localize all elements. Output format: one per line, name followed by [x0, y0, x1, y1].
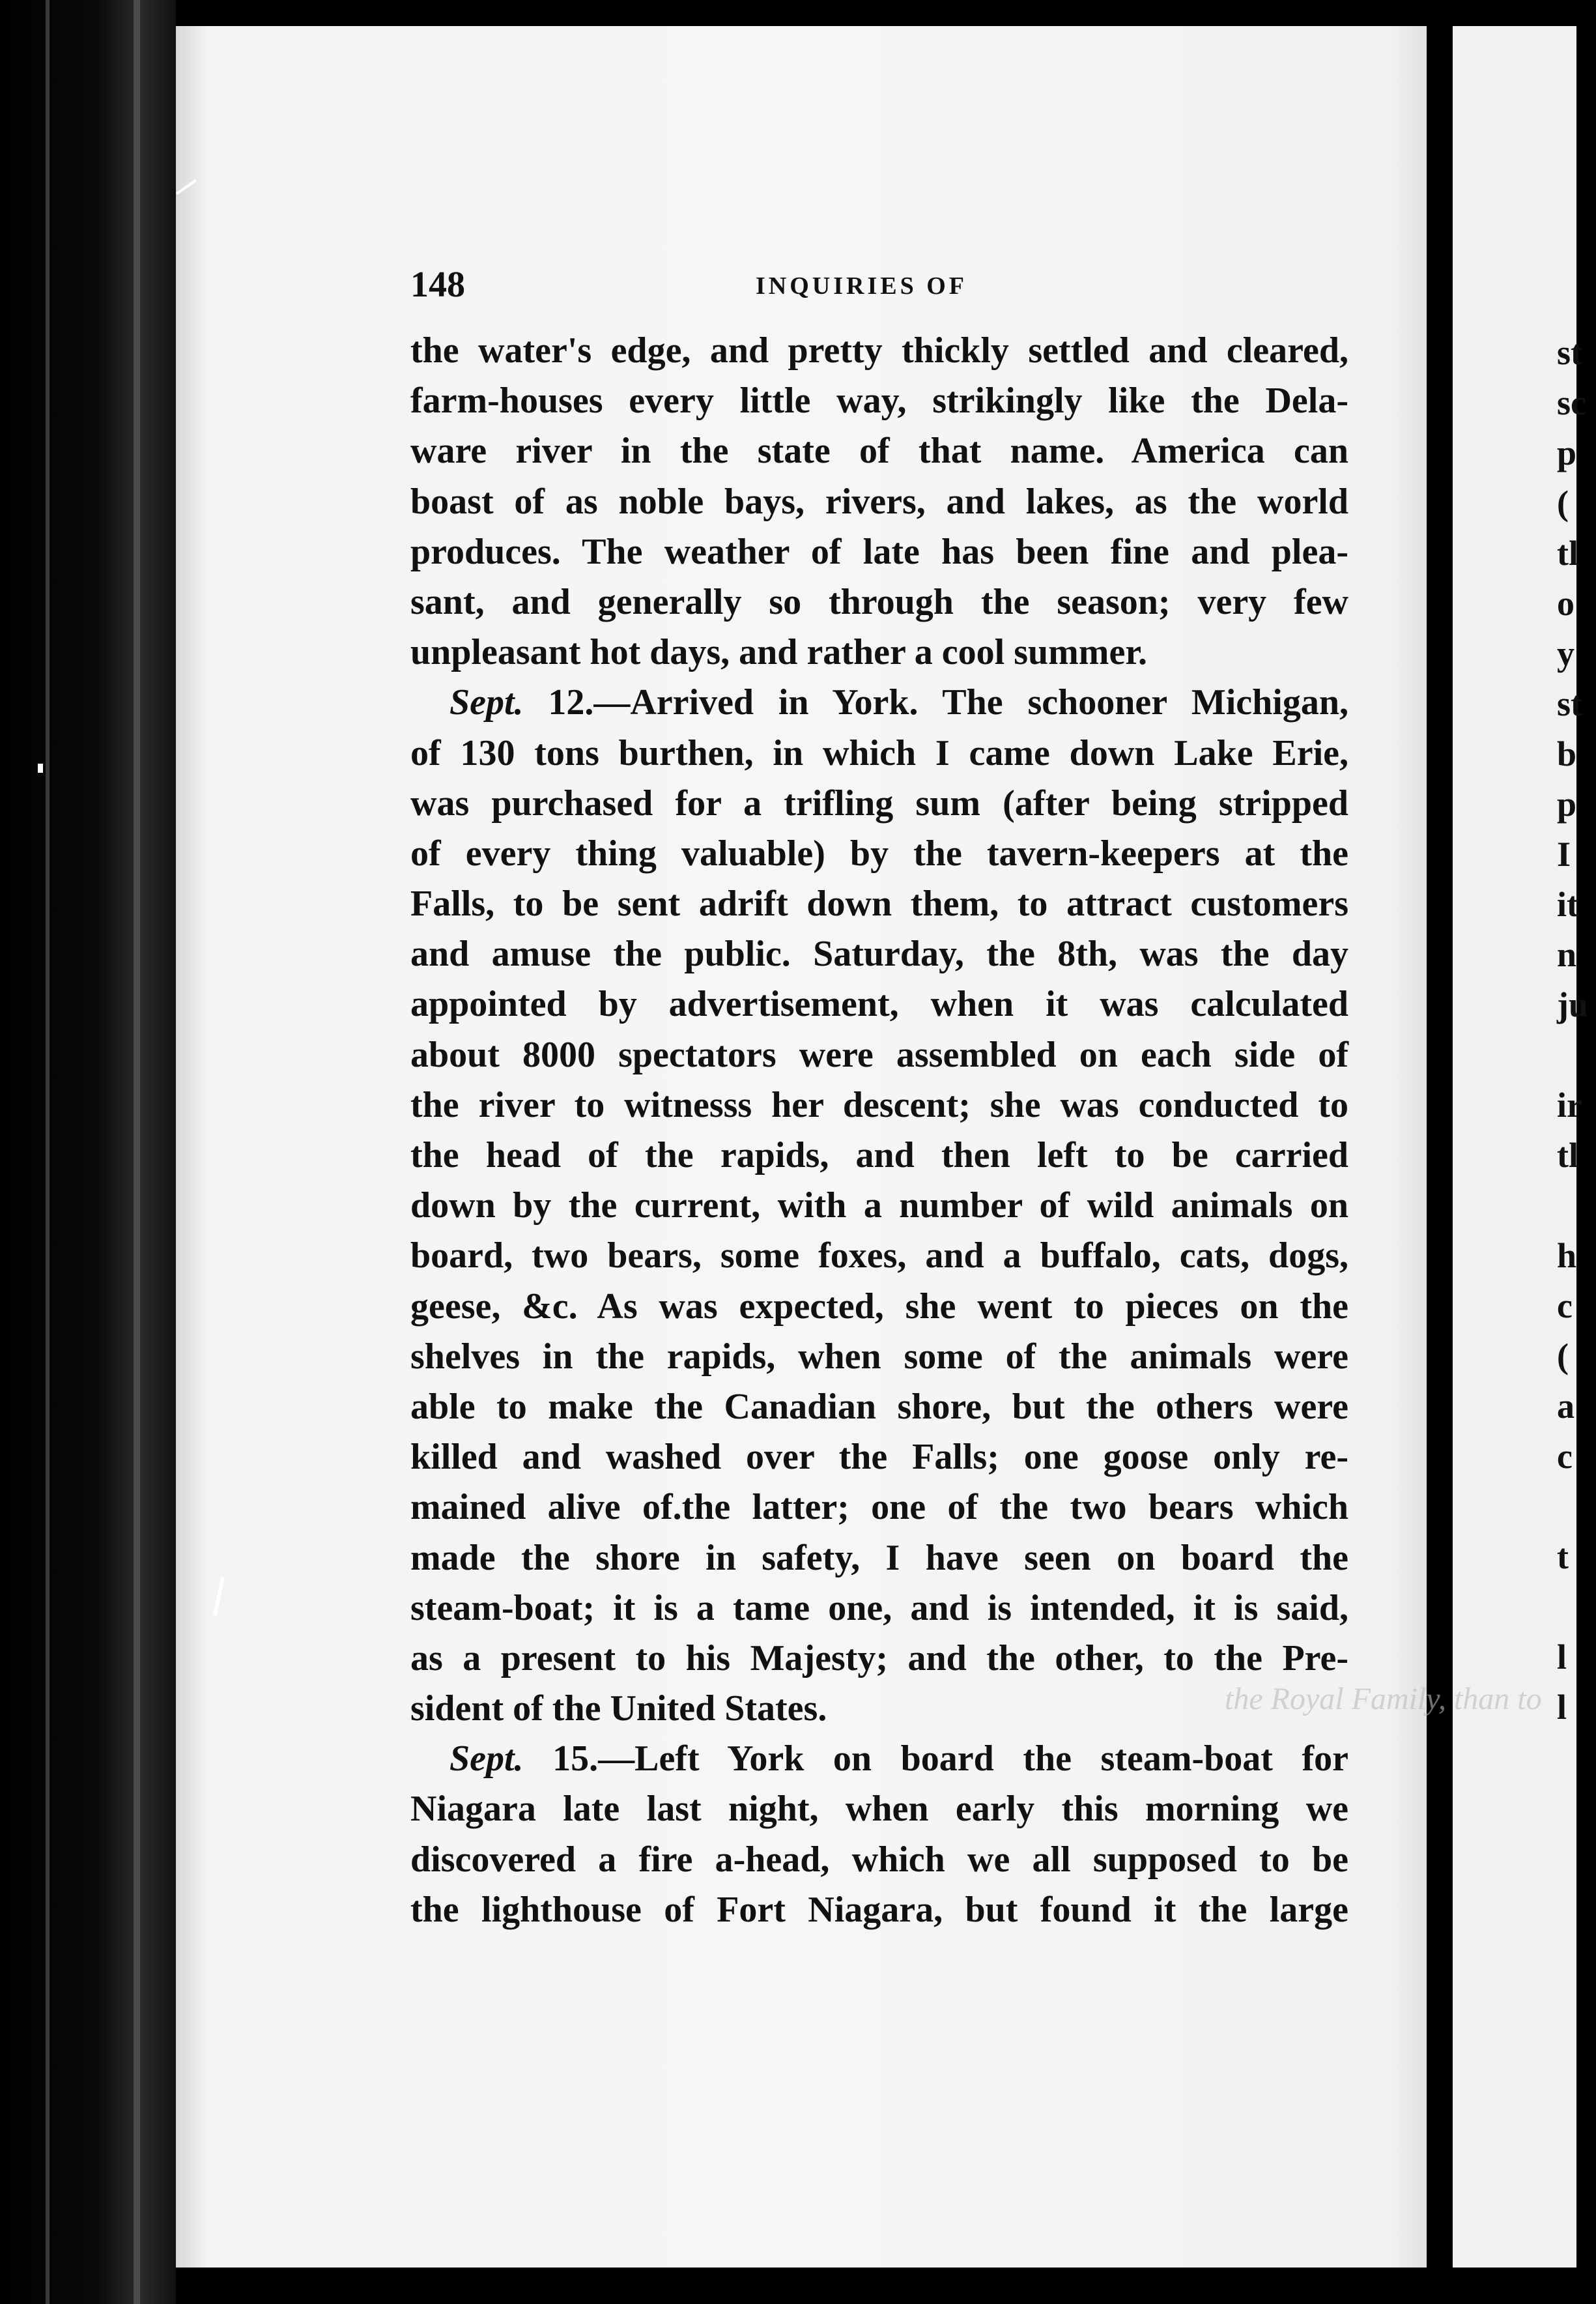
adjacent-page-text: l	[1557, 1637, 1567, 1677]
adjacent-page-text: (	[1557, 483, 1569, 523]
line-text: 12.—Arrived in York. The schooner Michigan,	[523, 682, 1348, 723]
adjacent-page-text: st	[1557, 333, 1582, 372]
adjacent-page-text: h	[1557, 1236, 1577, 1275]
book-binding-edge	[0, 0, 176, 2304]
text-line: produces. The weather of late has been fine and plea-	[410, 531, 1348, 572]
text-line: about 8000 spectators were assembled on each side of	[410, 1034, 1348, 1075]
text-line: of every thing valuable) by the tavern-keepers at the	[410, 833, 1348, 874]
running-head: INQUIRIES OF	[756, 272, 967, 300]
adjacent-page-text: n	[1557, 935, 1577, 974]
text-line: board, two bears, some foxes, and a buffalo, cats, dogs,	[410, 1235, 1348, 1276]
adjacent-page-fragment	[1453, 26, 1589, 2268]
page-number: 148	[410, 265, 465, 305]
body-text	[410, 326, 1348, 1935]
text-line: shelves in the rapids, when some of the animals were	[410, 1336, 1348, 1377]
adjacent-page-text: ju	[1557, 985, 1589, 1024]
adjacent-page-text: tl	[1557, 534, 1578, 573]
text-line: sant, and generally so through the season; very few	[410, 581, 1348, 622]
bleed-through-text: the Royal Family, than to	[1225, 1682, 1542, 1716]
binding-streak	[134, 0, 140, 2304]
text-line: sident of the United States.	[410, 1688, 827, 1729]
text-line: unpleasant hot days, and rather a cool summer.	[410, 632, 1148, 673]
text-line: discovered a fire a-head, which we all supposed to be	[410, 1839, 1348, 1880]
text-line: the lighthouse of Fort Niagara, but found it the large	[410, 1889, 1348, 1930]
text-line: killed and washed over the Falls; one goose only re-	[410, 1437, 1348, 1478]
line-text: 15.—Left York on board the steam-boat for	[523, 1738, 1348, 1779]
adjacent-page-text: p	[1557, 785, 1577, 824]
date-label: Sept.	[449, 1738, 524, 1779]
page-header	[410, 264, 1348, 310]
text-line: and amuse the public. Saturday, the 8th, was the day	[410, 934, 1348, 975]
text-line: able to make the Canadian shore, but the others were	[410, 1386, 1348, 1427]
adjacent-page-text: c	[1557, 1437, 1573, 1476]
adjacent-page-text: b	[1557, 734, 1577, 773]
text-line: was purchased for a trifling sum (after being stripped	[410, 783, 1348, 824]
adjacent-page-text: c	[1557, 1286, 1573, 1325]
text-line: steam-boat; it is a tame one, and is intended, it is said,	[410, 1587, 1348, 1628]
text-line: mained alive of.the latter; one of the two bears which	[410, 1487, 1348, 1528]
text-line: of 130 tons burthen, in which I came down Lake Erie,	[410, 732, 1348, 773]
adjacent-page-text: I	[1557, 835, 1571, 874]
text-line: the head of the rapids, and then left to be carried	[410, 1135, 1348, 1175]
text-line: as a present to his Majesty; and the other, to the Pre-	[410, 1637, 1348, 1678]
text-line: Niagara late last night, when early this morning we	[410, 1789, 1348, 1830]
text-line: the water's edge, and pretty thickly settled and cleared,	[410, 330, 1348, 371]
date-label: Sept.	[449, 682, 524, 723]
text-line	[410, 678, 1348, 728]
text-line: appointed by advertisement, when it was calculated	[410, 984, 1348, 1025]
text-line: boast of as noble bays, rivers, and lakes, as the world	[410, 481, 1348, 522]
text-line	[410, 1734, 1348, 1784]
text-line: Falls, to be sent adrift down them, to attract customers	[410, 884, 1348, 925]
text-line: ware river in the state of that name. America can	[410, 431, 1348, 472]
binding-streak	[46, 0, 50, 2304]
adjacent-page-text: st	[1557, 684, 1582, 723]
text-line: down by the current, with a number of wild animals on	[410, 1185, 1348, 1226]
text-line: made the shore in safety, I have seen on board the	[410, 1537, 1348, 1578]
adjacent-page-text: (	[1557, 1336, 1569, 1375]
adjacent-page-text: a	[1557, 1387, 1575, 1426]
adjacent-page-text: t	[1557, 1537, 1569, 1576]
scan-artifact	[38, 764, 43, 773]
adjacent-page-text: ir	[1557, 1086, 1582, 1125]
page-gutter	[1427, 0, 1453, 2304]
adjacent-page-text: l	[1557, 1688, 1567, 1727]
text-line: farm-houses every little way, strikingly like the Dela-	[410, 381, 1348, 422]
adjacent-page-text: sc	[1557, 383, 1586, 422]
adjacent-page-text: y	[1557, 634, 1575, 673]
adjacent-page-text: p	[1557, 433, 1577, 472]
text-line: geese, &c. As was expected, she went to pieces on the	[410, 1286, 1348, 1327]
adjacent-page-text: tl	[1557, 1136, 1578, 1175]
adjacent-page-text: it	[1557, 885, 1578, 924]
text-line: the river to witnesss her descent; she was conducted to	[410, 1084, 1348, 1125]
adjacent-page-text: o	[1557, 584, 1575, 623]
